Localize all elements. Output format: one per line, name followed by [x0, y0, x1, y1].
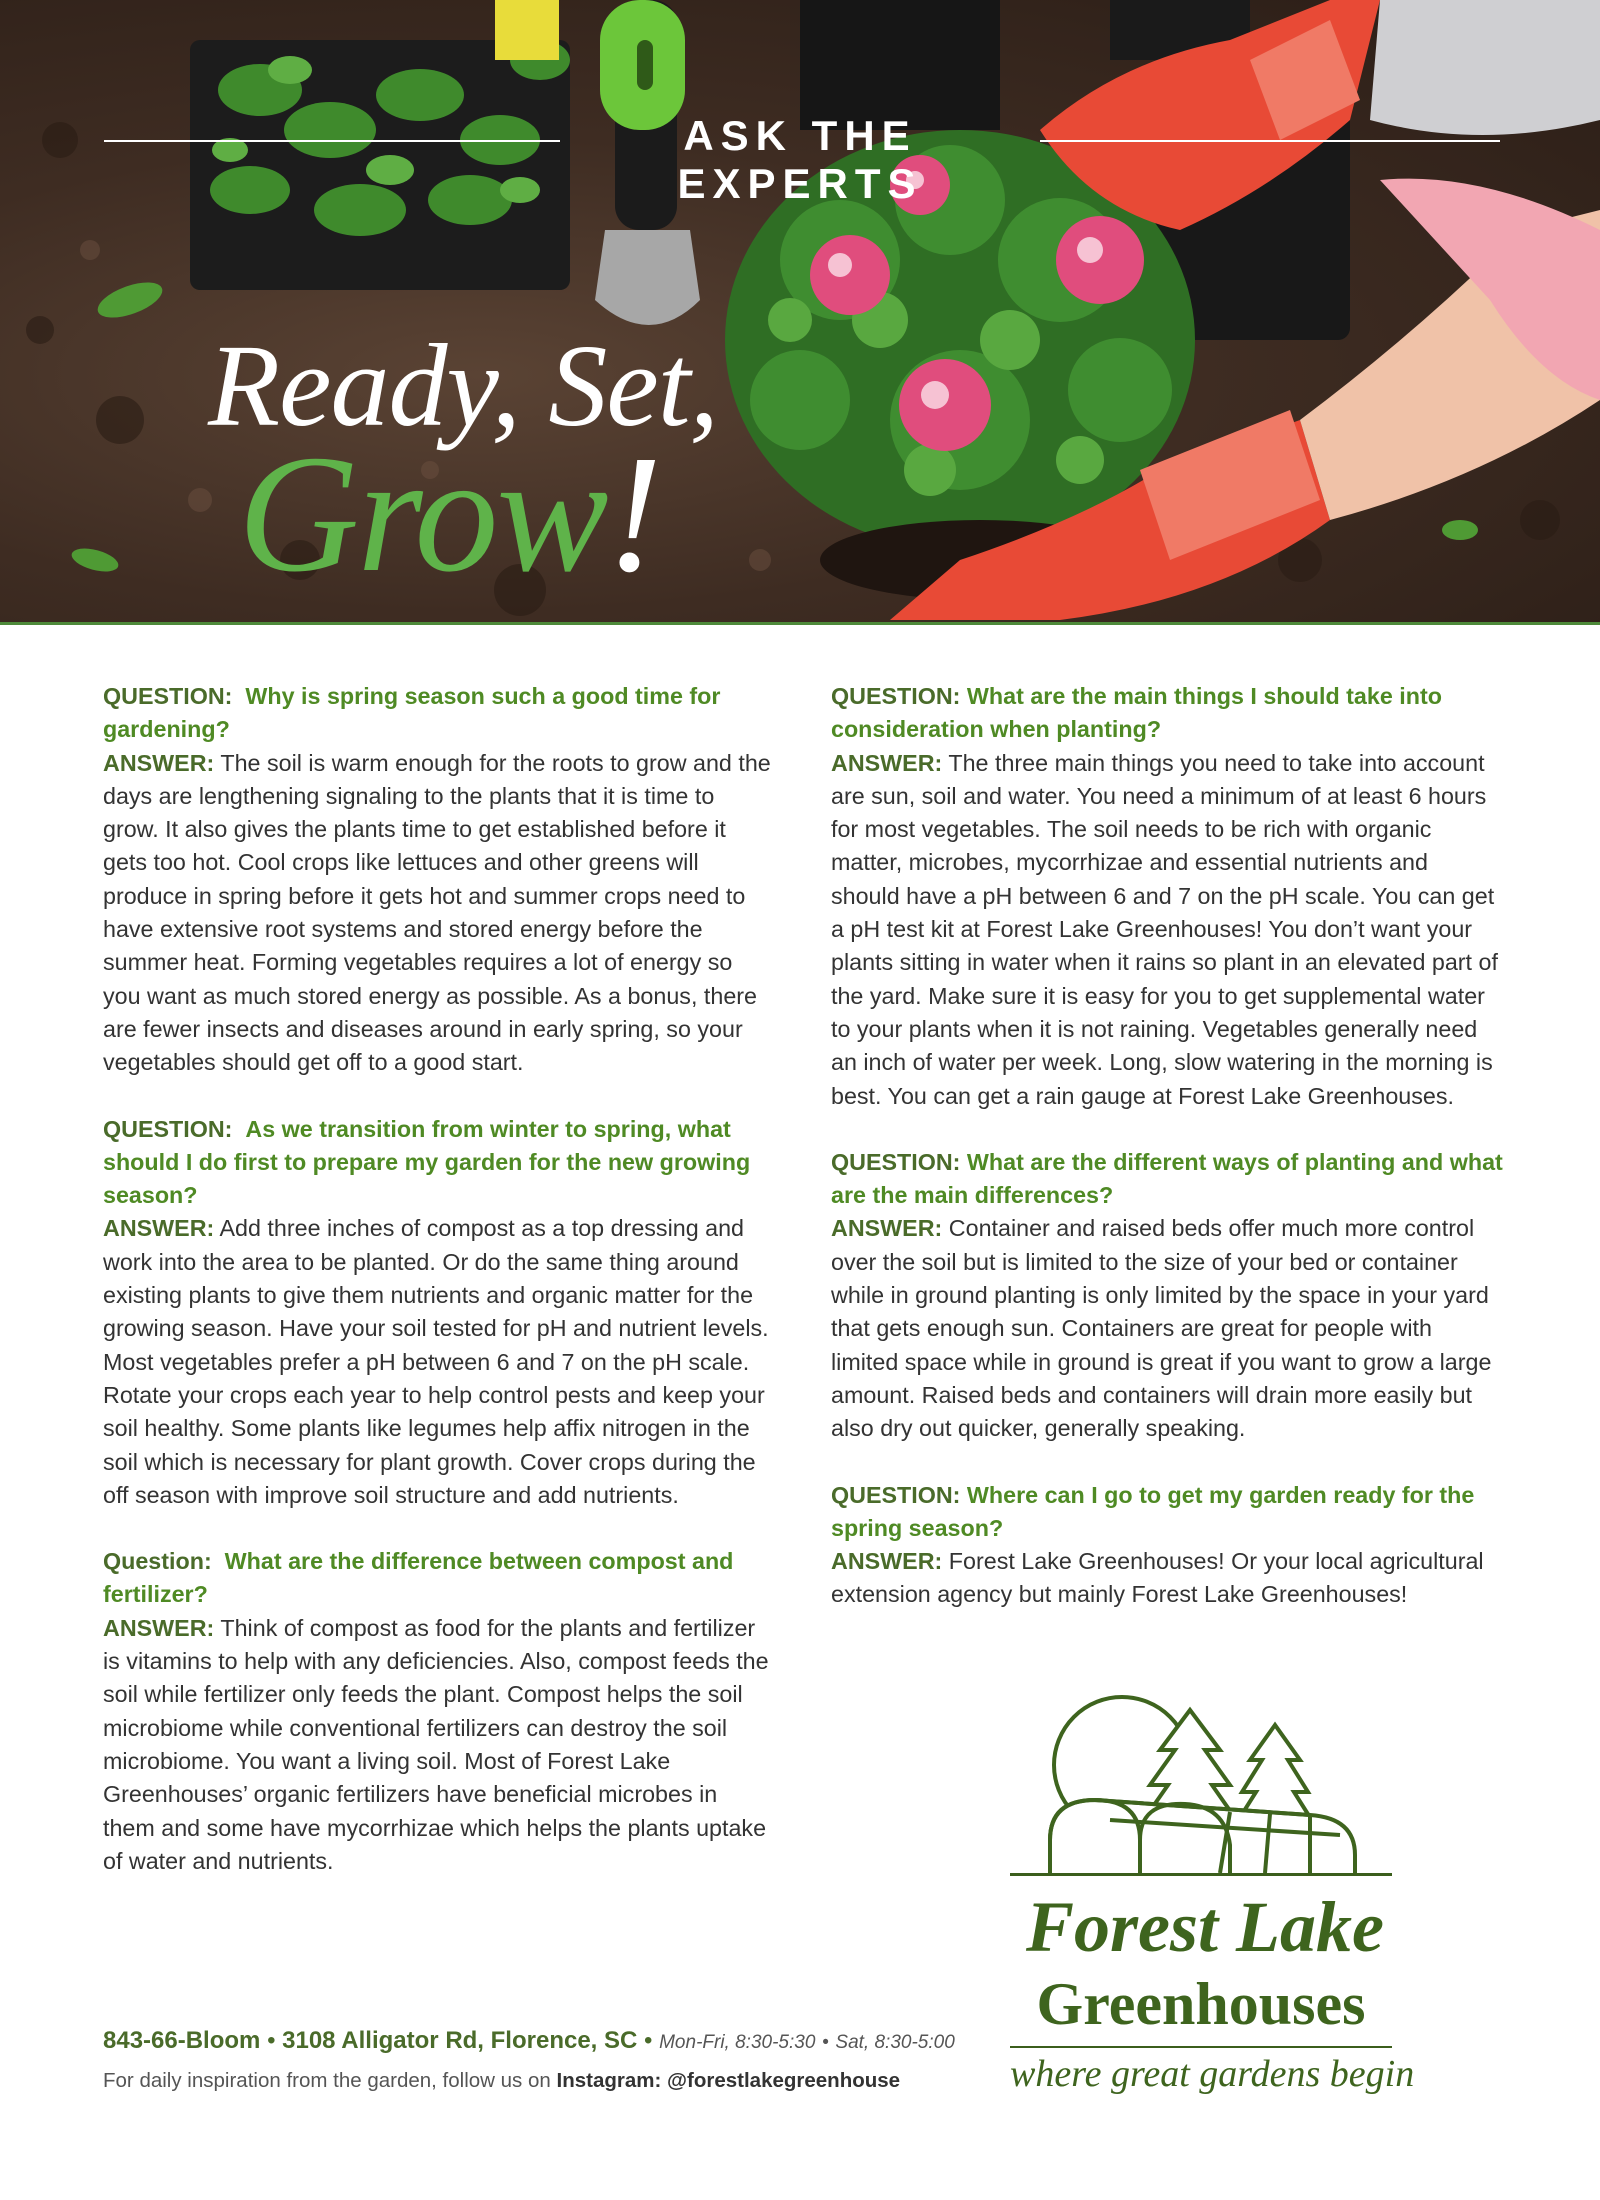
answer-label: ANSWER:: [103, 1614, 215, 1641]
logo-rule-top: [1010, 1873, 1392, 1876]
headline-line-2: [238, 418, 660, 611]
question-text: As we transition from winter to spring, what should I do first to prepare my garden for the new growing season?: [103, 1115, 751, 1209]
headline-line-1: Ready, Set,: [208, 320, 718, 451]
separator: •: [822, 2032, 829, 2053]
kicker-rule-left: [104, 140, 560, 142]
contact-line: [103, 2027, 955, 2055]
instagram-label: Instagram:: [556, 2069, 662, 2092]
qa-item: [831, 680, 1503, 1113]
answer-label: ANSWER:: [831, 1548, 943, 1575]
hours-saturday: Sat, 8:30-5:00: [835, 2032, 955, 2053]
section-kicker: [104, 112, 1500, 207]
qa-item: [103, 1545, 775, 1878]
answer-text: The three main things you need to take into account are sun, soil and water. You need a minimum of at least 6 hours for most vegetables. The soil needs to be rich with organic matter, microbes, mycorrhizae and essential nutrients and should have a pH between 6 and 7 on the pH scale. You can get a pH test kit at Forest Lake Greenhouses! You don’t want your plants sitting in water when it rains so plant in an elevated part of the yard. Make sure it is easy for you to get supplemental water to your plants when it is not raining. Vegetables generally need an inch of water per week. Long, slow watering in the morning is best. You can get a rain gauge at Forest Lake Greenhouses.: [831, 749, 1498, 1109]
answer-label: ANSWER:: [831, 1215, 943, 1242]
kicker-rule-right: [1040, 140, 1500, 142]
answer-text: Forest Lake Greenhouses! Or your local agricultural extension agency but mainly Forest Lake Greenhouses!: [831, 1548, 1484, 1608]
headline-exclamation: !: [606, 421, 661, 607]
logo-name-line-2: Greenhouses: [1036, 1971, 1366, 2037]
answer-text: Add three inches of compost as a top dressing and work into the area to be planted. Or do the same thing around existing plants to give them nutrients and organic matter for the growing season. Have your soil tested for pH and nutrient levels. Most vegetables prefer a pH between 6 and 7 on the pH scale. Rotate your crops each year to help control pests and keep your soil healthy. Some plants like legumes help affix nitrogen in the soil which is necessary for plant growth. Cover crops during the off season with improve soil structure and add nutrients.: [103, 1215, 769, 1508]
question-label: QUESTION:: [831, 1148, 961, 1175]
follow-text: For daily inspiration from the garden, follow us on: [103, 2069, 551, 2092]
kicker-text: ASK THE EXPERTS: [677, 112, 923, 207]
question-text: What are the main things I should take into consideration when planting?: [831, 683, 1442, 743]
article-column-right: [831, 680, 1503, 1645]
answer-label: ANSWER:: [103, 1215, 215, 1242]
logo-name-line-1: Forest Lake: [1026, 1887, 1384, 1967]
instagram-handle-link[interactable]: @forestlakegreenhouse: [667, 2069, 901, 2092]
hours-weekday: Mon-Fri, 8:30-5:30: [659, 2032, 816, 2053]
article-column-left: [103, 680, 775, 1911]
social-line: [103, 2069, 900, 2093]
question-label: QUESTION:: [103, 683, 233, 709]
hero-banner: [0, 0, 1600, 625]
question-text: What are the difference between compost and fertilizer?: [103, 1548, 734, 1608]
question-text: What are the different ways of planting and what are the main differences?: [831, 1148, 1503, 1209]
question-text: Where can I go to get my garden ready for the spring season?: [831, 1481, 1475, 1541]
answer-text: The soil is warm enough for the roots to grow and the days are lengthening signaling to the plants that it is time to grow. It also gives the plants time to get established before it gets too hot. Cool crops like lettuces and other greens will produce in spring before it gets hot and summer crops need to have extensive root systems and stored energy before the summer heat. Forming vegetables requires a lot of energy so you want as much stored energy as possible. As a bonus, there are fewer insects and diseases around in early spring, so your vegetables should get off to a good start.: [103, 749, 771, 1076]
question-text: Why is spring season such a good time for gardening?: [103, 683, 721, 743]
forest-lake-logo: [1010, 1690, 1415, 2110]
question-label: QUESTION:: [103, 1115, 233, 1142]
qa-item: [831, 1146, 1503, 1446]
qa-item: [103, 1113, 775, 1513]
question-label: QUESTION:: [831, 1481, 961, 1508]
answer-label: ANSWER:: [103, 749, 215, 776]
sun-trees-greenhouse-icon: [1010, 1690, 1395, 1875]
separator: •: [267, 2027, 276, 2054]
answer-text: Container and raised beds offer much more control over the soil but is limited to the size of your bed or container while in ground planting is only limited by the space in your yard that gets enough sun. Containers are great for people with limited space while in ground is great if you want to grow a large amount. Raised beds and containers will drain more easily but also dry out quicker, generally speaking.: [831, 1215, 1492, 1442]
question-label: Question:: [103, 1548, 212, 1575]
street-address: 3108 Alligator Rd, Florence, SC: [282, 2027, 638, 2054]
answer-label: ANSWER:: [831, 749, 943, 776]
headline-grow: Grow: [238, 421, 607, 607]
logo-rule-bottom: [1010, 2046, 1392, 2048]
qa-item: [103, 680, 775, 1080]
hero-divider: [0, 622, 1600, 625]
phone-number[interactable]: 843-66-Bloom: [103, 2027, 261, 2054]
qa-item: [831, 1479, 1503, 1612]
separator: •: [644, 2027, 653, 2054]
logo-tagline: where great gardens begin: [1010, 2053, 1415, 2095]
answer-text: Think of compost as food for the plants and fertilizer is vitamins to help with any deficiencies. Also, compost feeds the soil while fertilizer only feeds the plant. Compost helps the soil microbiome while conventional fertilizers can destroy the soil microbiome. You want a living soil. Most of Forest Lake Greenhouses’ organic fertilizers have beneficial microbes in them and some have mycorrhizae which helps the plants uptake of water and nutrients.: [103, 1614, 769, 1874]
question-label: QUESTION:: [831, 683, 961, 709]
